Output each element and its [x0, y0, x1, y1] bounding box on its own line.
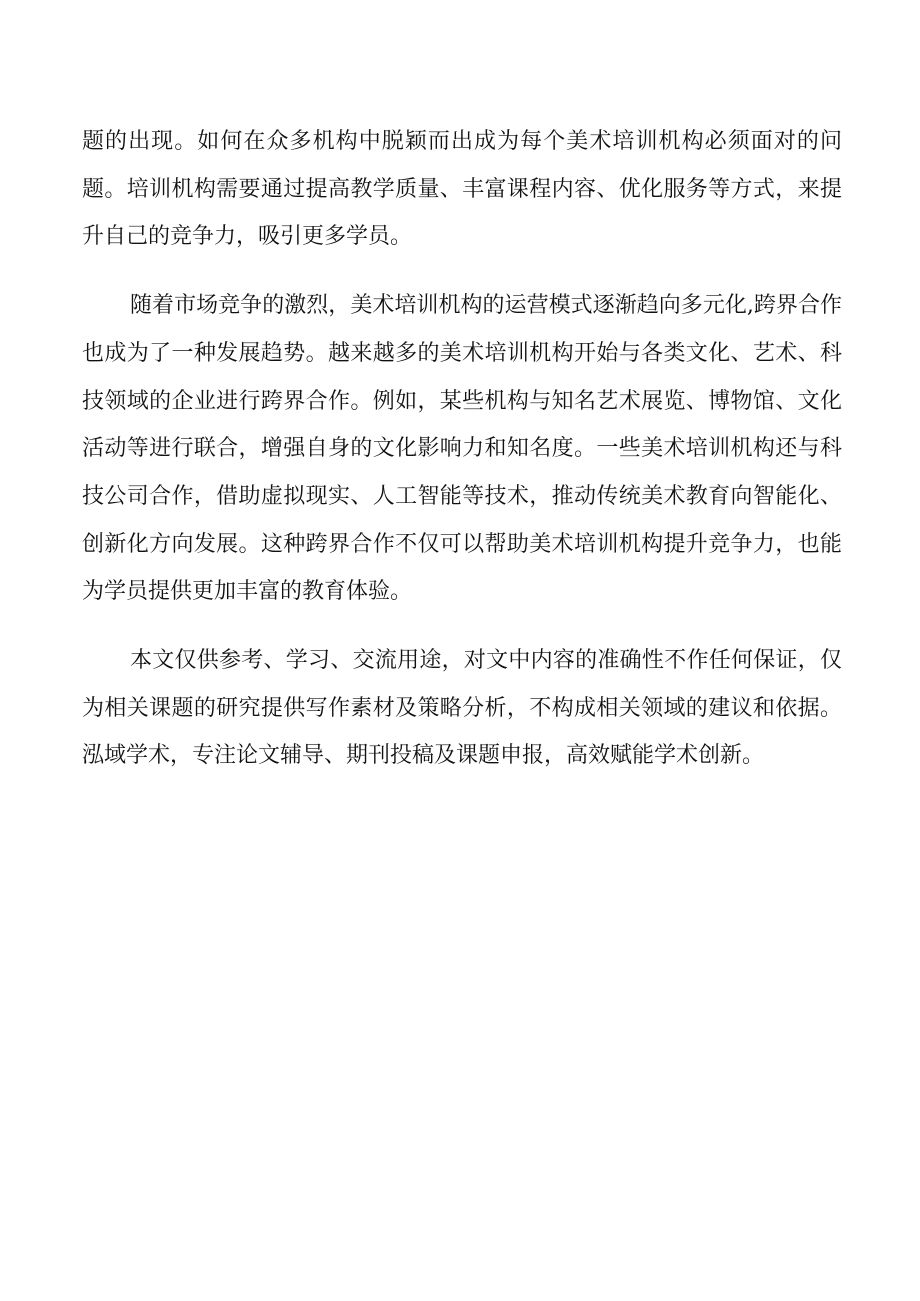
paragraph-cross-industry-cooperation: 随着市场竞争的激烈，美术培训机构的运营模式逐渐趋向多元化,跨界合作也成为了一种发展趋势。越来越多的美术培训机构开始与各类文化、艺术、科技领域的企业进行跨界合作。例如，某些机构与知名艺术展览、博物馆、文化活动等进行联合，增强自身的文化影响力和知名度。一些美术培训机构还与科技公司合作，借助虚拟现实、人工智能等技术，推动传统美术教育向智能化、创新化方向发展。这种跨界合作不仅可以帮助美术培训机构提升竞争力，也能为学员提供更加丰富的教育体验。: [82, 293, 842, 605]
paragraph-disclaimer: 本文仅供参考、学习、交流用途，对文中内容的准确性不作任何保证，仅为相关课题的研究提供写作素材及策略分析，不构成相关领域的建议和依据。泓域学术，专注论文辅导、期刊投稿及课题申报，高效赋能学术创新。: [82, 648, 842, 769]
paragraph-continuation: 题的出现。如何在众多机构中脱颖而出成为每个美术培训机构必须面对的问题。培训机构需要通过提高教学质量、丰富课程内容、优化服务等方式，来提升自己的竞争力，吸引更多学员。: [82, 129, 842, 250]
document-body: [82, 118, 842, 801]
